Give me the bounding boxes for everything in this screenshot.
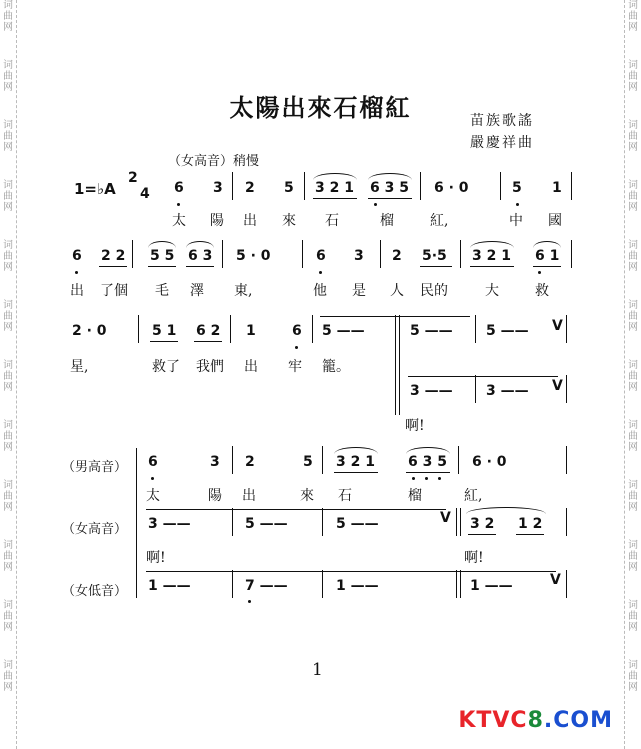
barline <box>460 570 461 598</box>
watermark-group <box>627 240 639 300</box>
barline <box>456 570 457 598</box>
note: 1 <box>246 323 256 339</box>
lyric: 啊! <box>464 550 484 566</box>
logo-part: KTVC <box>458 708 528 733</box>
underline <box>470 266 514 267</box>
watermark-char: 网 <box>628 562 638 573</box>
watermark-char: 词 <box>3 60 13 71</box>
lyric: 來 <box>282 213 296 229</box>
note: 5 <box>512 180 522 196</box>
watermark-char: 网 <box>3 22 13 33</box>
barline <box>566 570 567 598</box>
watermark-char: 曲 <box>628 131 638 142</box>
low-dot <box>75 271 78 274</box>
barline <box>566 375 567 403</box>
lyric: 澤 <box>190 283 204 299</box>
watermark-char: 曲 <box>3 431 13 442</box>
watermark-char: 曲 <box>3 191 13 202</box>
barline <box>475 315 476 343</box>
watermark-group <box>627 360 639 420</box>
note-group: 3 2 1 <box>315 180 354 196</box>
watermark-group <box>2 240 14 300</box>
voice-marking: （女高音）稍慢 <box>168 154 260 169</box>
note-group: 5·5 <box>422 248 447 264</box>
note: 2 <box>245 454 255 470</box>
watermark-char: 曲 <box>3 371 13 382</box>
underline <box>533 266 561 267</box>
watermark-char: 词 <box>628 480 638 491</box>
watermark-char: 词 <box>628 600 638 611</box>
note: 5 <box>303 454 313 470</box>
watermark-group <box>2 0 14 60</box>
barline <box>566 508 567 536</box>
lyric: 星, <box>70 359 89 375</box>
note-group: 1 2 <box>518 516 543 532</box>
watermark-group <box>627 660 639 720</box>
underline <box>148 266 176 267</box>
lyric: 陽 <box>208 488 222 504</box>
slur <box>148 241 176 248</box>
note-held: 1 —— <box>336 578 379 594</box>
lyric: 毛 <box>155 283 169 299</box>
note-group: 5 5 <box>150 248 175 264</box>
lyric: 榴 <box>380 213 394 229</box>
lyric: 籠。 <box>322 359 350 375</box>
lyric: 牢 <box>288 359 302 375</box>
watermark-group <box>627 540 639 600</box>
underline <box>516 534 544 535</box>
watermark-char: 网 <box>3 502 13 513</box>
barline <box>571 172 572 200</box>
watermark-group <box>2 180 14 240</box>
watermark-char: 词 <box>628 660 638 671</box>
note: 6 <box>316 248 326 264</box>
watermark-char: 曲 <box>628 371 638 382</box>
slur <box>313 173 357 180</box>
lyric: 他 <box>313 283 327 299</box>
barline <box>232 172 233 200</box>
slur <box>334 447 378 454</box>
watermark-char: 曲 <box>3 311 13 322</box>
watermark-group <box>627 180 639 240</box>
watermark-char: 曲 <box>628 251 638 262</box>
repeat-mark: V <box>440 510 451 526</box>
barline <box>420 172 421 200</box>
barline <box>460 508 461 536</box>
time-signature-numerator: 2 <box>128 170 138 186</box>
lyric: 了個 <box>100 283 128 299</box>
barline <box>571 240 572 268</box>
barline <box>380 240 381 268</box>
barline <box>304 172 305 200</box>
watermark-char: 词 <box>3 180 13 191</box>
underline <box>186 266 214 267</box>
tie-line <box>146 571 556 572</box>
lyric-credit: 苗族歌謠 <box>470 113 534 129</box>
note: 6 <box>292 323 302 339</box>
watermark-char: 词 <box>3 0 13 11</box>
watermark-char: 词 <box>628 420 638 431</box>
note-group: 3 2 <box>470 516 495 532</box>
barline <box>458 446 459 474</box>
watermark-char: 网 <box>3 202 13 213</box>
note: 2 <box>245 180 255 196</box>
watermark-char: 曲 <box>628 191 638 202</box>
underline <box>420 266 452 267</box>
time-signature-denominator: 4 <box>140 186 150 202</box>
barline <box>232 446 233 474</box>
watermark-char: 词 <box>3 480 13 491</box>
watermark-char: 曲 <box>628 611 638 622</box>
watermark-char: 词 <box>628 60 638 71</box>
barline <box>475 375 476 403</box>
low-dot <box>412 477 415 480</box>
watermark-char: 词 <box>3 540 13 551</box>
watermark-group <box>2 300 14 360</box>
lyric: 大 <box>485 283 499 299</box>
watermark-char: 曲 <box>3 491 13 502</box>
lyric: 出 <box>244 359 258 375</box>
note: 6 <box>174 180 184 196</box>
note-held: 5 —— <box>410 323 453 339</box>
watermark-char: 曲 <box>3 611 13 622</box>
barline <box>222 240 223 268</box>
note-held: 5 —— <box>486 323 529 339</box>
note-held: 3 —— <box>410 383 453 399</box>
watermark-char: 词 <box>628 0 638 11</box>
note-group: 3 2 1 <box>336 454 375 470</box>
lyric: 是 <box>352 283 366 299</box>
note: 3 <box>210 454 220 470</box>
key-signature: 1=♭A <box>74 180 116 198</box>
watermark-char: 曲 <box>628 311 638 322</box>
watermark-char: 词 <box>3 420 13 431</box>
watermark-char: 曲 <box>3 551 13 562</box>
note: 6 <box>72 248 82 264</box>
music-credit: 嚴慶祥曲 <box>470 135 534 151</box>
barline <box>138 315 139 343</box>
lyric: 榴 <box>408 488 422 504</box>
watermark-char: 词 <box>3 360 13 371</box>
watermark-char: 词 <box>628 180 638 191</box>
watermark-char: 曲 <box>3 131 13 142</box>
system-brace <box>136 448 137 598</box>
slur <box>186 241 214 248</box>
barline <box>312 315 313 343</box>
lyric: 紅, <box>464 488 483 504</box>
repeat-mark: V <box>552 378 563 394</box>
watermark-char: 曲 <box>3 11 13 22</box>
watermark-char: 网 <box>628 262 638 273</box>
tie-line <box>146 509 446 510</box>
watermark-char: 词 <box>3 120 13 131</box>
lyric: 陽 <box>210 213 224 229</box>
note-group: 6 3 5 <box>370 180 409 196</box>
watermark-char: 词 <box>3 300 13 311</box>
watermark-group <box>627 0 639 60</box>
lyric: 救 <box>535 283 549 299</box>
watermark-char: 词 <box>628 360 638 371</box>
watermark-group <box>627 480 639 540</box>
low-dot <box>248 600 251 603</box>
lyric: 救了 <box>152 359 180 375</box>
slur <box>406 447 450 454</box>
lyric: 紅, <box>430 213 449 229</box>
watermark-char: 曲 <box>628 671 638 682</box>
note-held: 5 —— <box>245 516 288 532</box>
watermark-char: 曲 <box>628 11 638 22</box>
note-group: 2 2 <box>101 248 126 264</box>
underline <box>99 266 127 267</box>
song-title: 太陽出來石榴紅 <box>229 94 412 122</box>
watermark-char: 网 <box>3 262 13 273</box>
lyric: 啊! <box>405 418 425 434</box>
low-dot <box>374 203 377 206</box>
lyric: 中 <box>509 213 523 229</box>
watermark-group <box>2 360 14 420</box>
lyric: 東, <box>234 283 253 299</box>
barline <box>230 315 231 343</box>
note: 6 · 0 <box>434 180 469 196</box>
watermark-char: 词 <box>628 240 638 251</box>
watermark-char: 曲 <box>628 71 638 82</box>
watermark-char: 网 <box>3 322 13 333</box>
voice-label: （女低音） <box>62 584 128 599</box>
watermark-char: 曲 <box>3 251 13 262</box>
note-held: 3 —— <box>148 516 191 532</box>
watermark-char: 曲 <box>3 71 13 82</box>
lyric: 出 <box>243 213 257 229</box>
tie-line <box>320 316 470 317</box>
note: 5 · 0 <box>236 248 271 264</box>
lyric: 出 <box>242 488 256 504</box>
watermark-char: 曲 <box>628 431 638 442</box>
underline <box>334 472 378 473</box>
note-held: 7 —— <box>245 578 288 594</box>
low-dot <box>319 271 322 274</box>
low-dot <box>538 271 541 274</box>
lyric: 啊! <box>146 550 166 566</box>
lyric: 國 <box>548 213 562 229</box>
logo-part: 8 <box>527 708 544 733</box>
low-dot <box>151 477 154 480</box>
barline <box>566 446 567 474</box>
site-logo <box>458 708 613 733</box>
watermark-group <box>627 420 639 480</box>
watermark-char: 网 <box>3 562 13 573</box>
underline <box>368 198 412 199</box>
watermark-group <box>2 540 14 600</box>
note-group: 6 2 <box>196 323 221 339</box>
watermark-char: 曲 <box>628 491 638 502</box>
watermark-char: 词 <box>628 300 638 311</box>
barline <box>132 240 133 268</box>
note: 3 <box>213 180 223 196</box>
low-dot <box>438 477 441 480</box>
lyric: 人 <box>390 283 404 299</box>
note-group: 6 1 <box>535 248 560 264</box>
slur <box>466 507 546 514</box>
watermark-char: 网 <box>628 622 638 633</box>
barline <box>322 508 323 536</box>
watermark-group <box>627 120 639 180</box>
barline <box>232 508 233 536</box>
watermark-group <box>2 420 14 480</box>
watermark-char: 网 <box>628 502 638 513</box>
watermark-char: 网 <box>628 202 638 213</box>
watermark-group <box>627 600 639 660</box>
logo-part: .COM <box>543 708 613 733</box>
low-dot <box>425 477 428 480</box>
watermark-char: 词 <box>628 540 638 551</box>
watermark-char: 网 <box>628 142 638 153</box>
repeat-mark: V <box>552 318 563 334</box>
lyric: 出 <box>70 283 84 299</box>
note-held: 1 —— <box>470 578 513 594</box>
underline <box>468 534 496 535</box>
lyric: 我們 <box>196 359 224 375</box>
watermark-char: 网 <box>628 382 638 393</box>
barline <box>322 570 323 598</box>
double-barline <box>399 315 400 415</box>
note-group: 6 3 <box>188 248 213 264</box>
tie-line <box>408 376 558 377</box>
watermark-char: 网 <box>3 622 13 633</box>
barline <box>460 240 461 268</box>
double-barline <box>395 315 396 415</box>
note: 2 <box>392 248 402 264</box>
watermark-char: 网 <box>3 82 13 93</box>
underline <box>313 198 357 199</box>
page-number: 1 <box>312 660 323 680</box>
note-group: 3 2 1 <box>472 248 511 264</box>
lyric: 來 <box>300 488 314 504</box>
note: 5 <box>284 180 294 196</box>
slur <box>470 241 514 248</box>
barline <box>302 240 303 268</box>
barline <box>232 570 233 598</box>
barline <box>322 446 323 474</box>
low-dot <box>177 203 180 206</box>
watermark-char: 网 <box>628 442 638 453</box>
lyric: 石 <box>325 213 339 229</box>
note: 6 <box>148 454 158 470</box>
note-held: 5 —— <box>336 516 379 532</box>
note-held: 5 —— <box>322 323 365 339</box>
voice-label: （男高音） <box>62 460 128 475</box>
watermark-char: 网 <box>3 382 13 393</box>
watermark-char: 网 <box>628 682 638 693</box>
note-held: 3 —— <box>486 383 529 399</box>
watermark-char: 词 <box>3 660 13 671</box>
watermark-char: 网 <box>628 82 638 93</box>
watermark-group <box>2 480 14 540</box>
watermark-group <box>2 660 14 720</box>
low-dot <box>295 346 298 349</box>
watermark-char: 词 <box>628 120 638 131</box>
watermark-char: 曲 <box>3 671 13 682</box>
watermark-group <box>2 120 14 180</box>
lyric: 太 <box>172 213 186 229</box>
note-group: 6 3 5 <box>408 454 447 470</box>
watermark-char: 曲 <box>628 551 638 562</box>
note: 6 · 0 <box>472 454 507 470</box>
watermark-char: 网 <box>3 442 13 453</box>
lyric: 石 <box>338 488 352 504</box>
watermark-char: 网 <box>3 682 13 693</box>
watermark-char: 词 <box>3 240 13 251</box>
barline <box>566 315 567 343</box>
slur <box>368 173 412 180</box>
barline <box>456 508 457 536</box>
voice-label: （女高音） <box>62 522 128 537</box>
repeat-mark: V <box>550 572 561 588</box>
watermark-char: 词 <box>3 600 13 611</box>
note: 2 · 0 <box>72 323 107 339</box>
watermark-group <box>2 600 14 660</box>
watermark-char: 网 <box>628 322 638 333</box>
underline <box>150 341 178 342</box>
barline <box>500 172 501 200</box>
note-group: 5 1 <box>152 323 177 339</box>
watermark-group <box>627 300 639 360</box>
lyric: 太 <box>146 488 160 504</box>
underline <box>406 472 450 473</box>
watermark-char: 网 <box>3 142 13 153</box>
note-held: 1 —— <box>148 578 191 594</box>
note: 1 <box>552 180 562 196</box>
slur <box>533 241 561 248</box>
low-dot <box>516 203 519 206</box>
watermark-char: 网 <box>628 22 638 33</box>
underline <box>194 341 222 342</box>
lyric: 民的 <box>420 283 448 299</box>
note: 3 <box>354 248 364 264</box>
